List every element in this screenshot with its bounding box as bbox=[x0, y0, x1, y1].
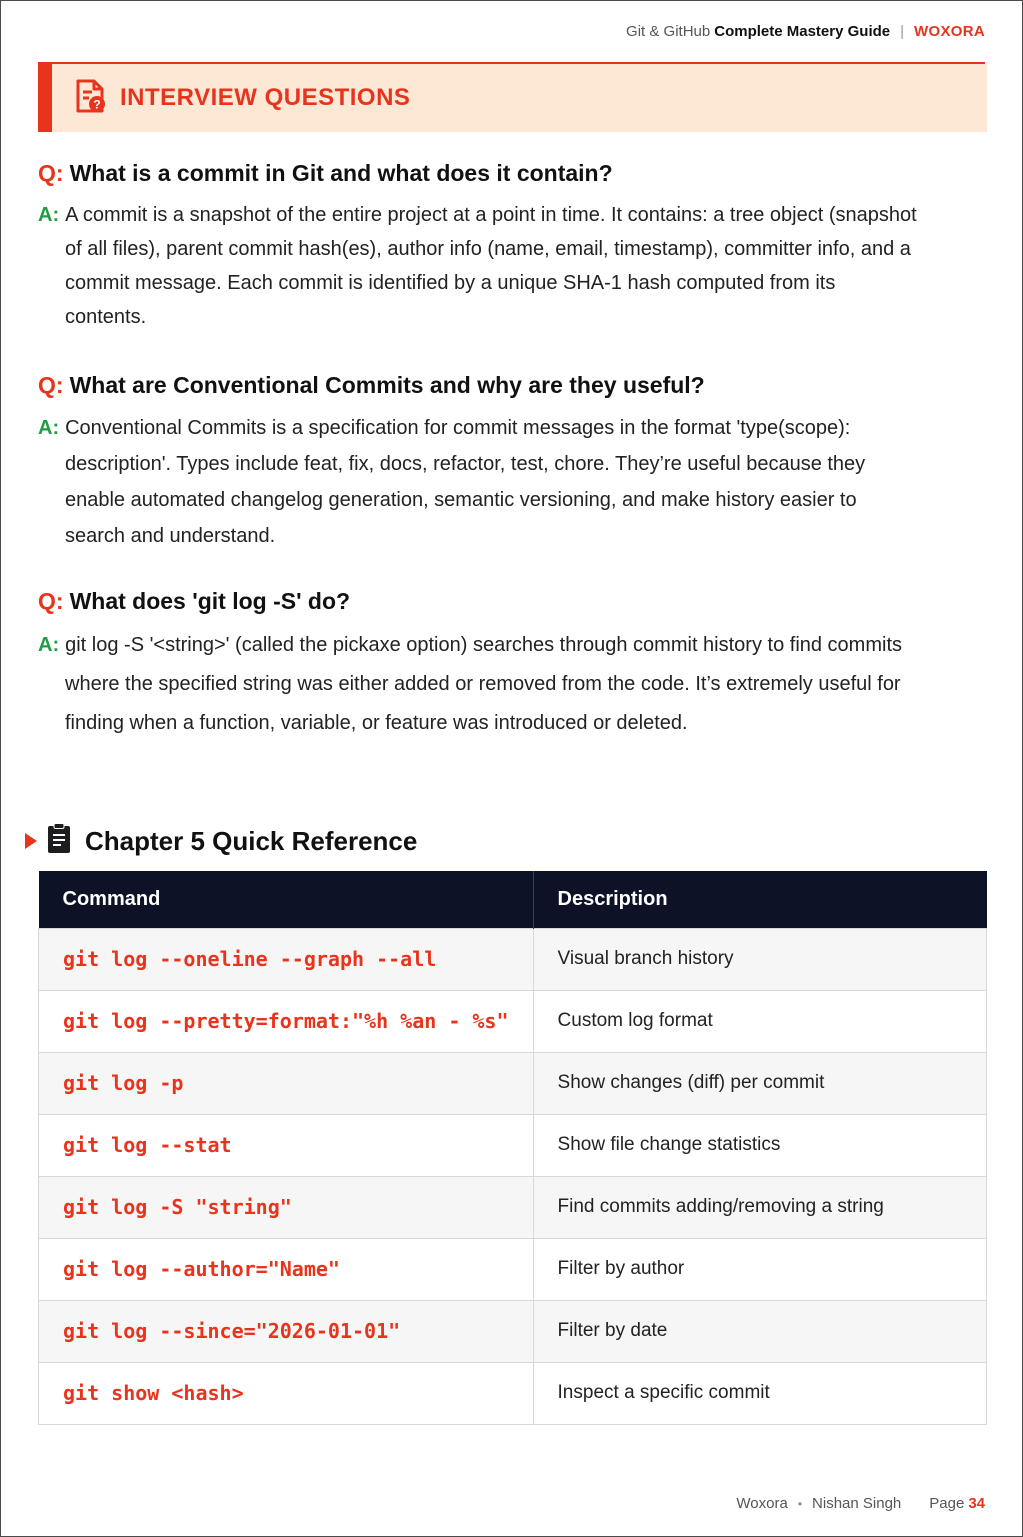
header-guide-prefix: Git & GitHub bbox=[626, 23, 711, 40]
svg-text:?: ? bbox=[93, 97, 101, 111]
qa-item bbox=[38, 586, 918, 743]
description-cell: Show file change statistics bbox=[533, 1114, 986, 1176]
notebook-icon bbox=[45, 823, 85, 860]
footer-author: Nishan Singh bbox=[812, 1495, 902, 1512]
question bbox=[38, 158, 918, 188]
answer-label: A: bbox=[38, 417, 60, 439]
quick-reference-title: Chapter 5 Quick Reference bbox=[85, 825, 418, 856]
description-cell: Filter by date bbox=[533, 1300, 986, 1362]
answer-text: Conventional Commits is a specification for commit messages in the format 'type(scope): description'. Types include feat, fix, docs, refactor, test, chore. They’re useful because they enable automated changelog generation, semantic versioning, and make history easier to search and understand. bbox=[65, 417, 866, 547]
interview-questions-banner bbox=[38, 64, 987, 132]
question-label: Q: bbox=[38, 160, 64, 186]
question-text: What are Conventional Commits and why are they useful? bbox=[69, 372, 705, 398]
table-row bbox=[39, 1052, 987, 1114]
command-cell: git log -S "string" bbox=[39, 1176, 534, 1238]
triangle-bullet-icon bbox=[25, 833, 37, 849]
column-header-description: Description bbox=[533, 871, 986, 928]
description-cell: Visual branch history bbox=[533, 928, 986, 990]
quick-reference-table bbox=[38, 871, 987, 1425]
qa-item bbox=[38, 370, 918, 554]
description-cell: Inspect a specific commit bbox=[533, 1362, 986, 1424]
table-row bbox=[39, 1238, 987, 1300]
answer-label: A: bbox=[38, 634, 60, 656]
command-cell: git log --since="2026-01-01" bbox=[39, 1300, 534, 1362]
question bbox=[38, 370, 918, 400]
footer-bullet: • bbox=[797, 1496, 803, 1511]
header-brand: WOXORA bbox=[914, 23, 985, 40]
command-cell: git log --oneline --graph --all bbox=[39, 928, 534, 990]
command-cell: git log -p bbox=[39, 1052, 534, 1114]
question-text: What is a commit in Git and what does it contain? bbox=[69, 160, 613, 186]
question-label: Q: bbox=[38, 588, 64, 614]
running-header bbox=[626, 23, 985, 40]
quick-reference-heading bbox=[25, 823, 417, 859]
qa-item bbox=[38, 158, 918, 334]
description-cell: Find commits adding/removing a string bbox=[533, 1176, 986, 1238]
answer bbox=[38, 626, 918, 743]
table-row bbox=[39, 928, 987, 990]
footer-page-label: Page bbox=[929, 1495, 965, 1512]
footer-page-number: 34 bbox=[968, 1495, 985, 1512]
description-cell: Custom log format bbox=[533, 990, 986, 1052]
table-row bbox=[39, 1362, 987, 1424]
answer-text: git log -S '<string>' (called the pickaxe option) searches through commit history to find commits where the specified string was either added or removed from the code. It’s extremely useful for finding when a function, variable, or feature was introduced or deleted. bbox=[65, 634, 903, 734]
answer bbox=[38, 198, 918, 334]
header-separator: | bbox=[900, 23, 905, 40]
command-cell: git show <hash> bbox=[39, 1362, 534, 1424]
table-row bbox=[39, 1114, 987, 1176]
table-header-row bbox=[39, 871, 987, 928]
table-row bbox=[39, 990, 987, 1052]
footer-brand: Woxora bbox=[736, 1495, 788, 1512]
document-question-icon bbox=[72, 78, 120, 119]
table-row bbox=[39, 1176, 987, 1238]
command-cell: git log --pretty=format:"%h %an - %s" bbox=[39, 990, 534, 1052]
question bbox=[38, 586, 918, 616]
command-cell: git log --stat bbox=[39, 1114, 534, 1176]
banner-title: INTERVIEW QUESTIONS bbox=[120, 84, 411, 111]
column-header-command: Command bbox=[39, 871, 534, 928]
header-guide-title: Complete Mastery Guide bbox=[714, 23, 891, 40]
question-text: What does 'git log -S' do? bbox=[69, 588, 351, 614]
description-cell: Show changes (diff) per commit bbox=[533, 1052, 986, 1114]
description-cell: Filter by author bbox=[533, 1238, 986, 1300]
command-cell: git log --author="Name" bbox=[39, 1238, 534, 1300]
answer-text: A commit is a snapshot of the entire project at a point in time. It contains: a tree object (snapshot of all files), parent commit hash(es), author info (name, email, timestamp), committer info, and a commit message. Each commit is identified by a unique SHA-1 hash computed from its contents. bbox=[65, 204, 917, 328]
answer bbox=[38, 410, 918, 554]
running-footer bbox=[736, 1495, 985, 1512]
question-label: Q: bbox=[38, 372, 64, 398]
answer-label: A: bbox=[38, 204, 60, 226]
table-row bbox=[39, 1300, 987, 1362]
